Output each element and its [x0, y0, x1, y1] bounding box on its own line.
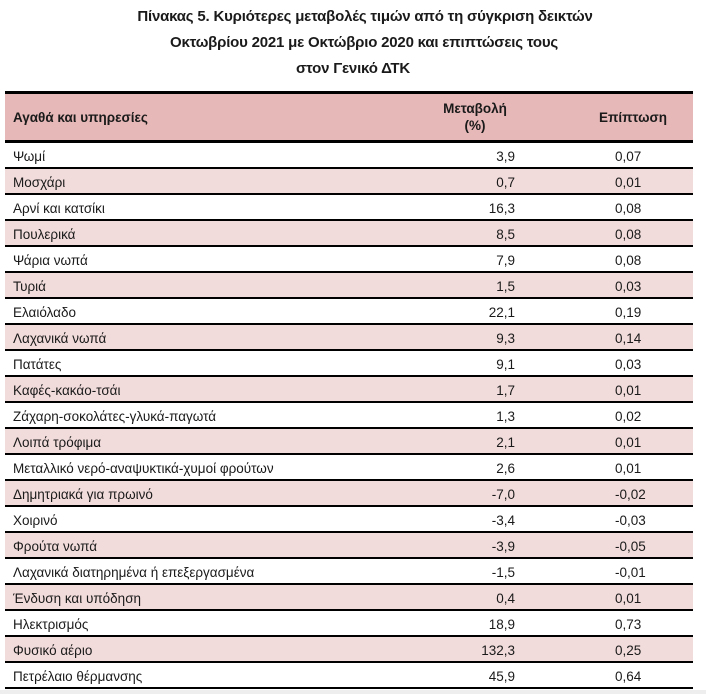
- table-row: [5, 142, 693, 168]
- row-impact: 0,08: [515, 194, 693, 220]
- table-row: [5, 194, 693, 220]
- table-row: [5, 532, 693, 558]
- row-change-percent: 18,9: [435, 610, 515, 636]
- row-change-percent: 0,7: [435, 168, 515, 194]
- row-change-percent: 45,9: [435, 662, 515, 688]
- table-row: [5, 220, 693, 246]
- row-item-name: Λαχανικά διατηρημένα ή επεξεργασμένα: [5, 558, 435, 584]
- row-item-name: Μεταλλικό νερό-αναψυκτικά-χυμοί φρούτων: [5, 454, 435, 480]
- row-change-percent: 3,9: [435, 142, 515, 168]
- row-item-name: Ελαιόλαδο: [5, 298, 435, 324]
- row-item-name: Χοιρινό: [5, 506, 435, 532]
- row-impact: 0,01: [515, 428, 693, 454]
- row-change-percent: 132,3: [435, 636, 515, 662]
- row-item-name: Τυριά: [5, 272, 435, 298]
- price-changes-table: [5, 91, 693, 689]
- row-impact: -0,03: [515, 506, 693, 532]
- row-item-name: Μοσχάρι: [5, 168, 435, 194]
- table-row: [5, 454, 693, 480]
- row-item-name: Αρνί και κατσίκι: [5, 194, 435, 220]
- table-row: [5, 376, 693, 402]
- row-impact: 0,19: [515, 298, 693, 324]
- row-impact: 0,03: [515, 272, 693, 298]
- row-change-percent: -7,0: [435, 480, 515, 506]
- row-impact: -0,01: [515, 558, 693, 584]
- table-header: [5, 93, 693, 142]
- table-row: [5, 662, 693, 688]
- row-item-name: Καφές-κακάο-τσάι: [5, 376, 435, 402]
- header-row: [5, 93, 693, 142]
- table-row: [5, 428, 693, 454]
- row-impact: 0,01: [515, 376, 693, 402]
- row-item-name: Πετρέλαιο θέρμανσης: [5, 662, 435, 688]
- header-change-unit: (%): [464, 118, 486, 133]
- header-change-label: Μεταβολή: [443, 101, 507, 116]
- table-row: [5, 584, 693, 610]
- row-impact: -0,02: [515, 480, 693, 506]
- row-change-percent: 7,9: [435, 246, 515, 272]
- table-row: [5, 298, 693, 324]
- table-row: [5, 168, 693, 194]
- row-item-name: Ψωμί: [5, 142, 435, 168]
- row-impact: 0,01: [515, 454, 693, 480]
- price-changes-table-container: [5, 91, 693, 689]
- header-change-percent: [435, 93, 515, 142]
- page-bottom-edge: [0, 690, 706, 694]
- row-impact: 0,25: [515, 636, 693, 662]
- table-row: [5, 480, 693, 506]
- row-change-percent: 1,5: [435, 272, 515, 298]
- row-change-percent: 8,5: [435, 220, 515, 246]
- row-item-name: Ηλεκτρισμός: [5, 610, 435, 636]
- header-goods-services: Αγαθά και υπηρεσίες: [5, 93, 435, 142]
- row-impact: 0,02: [515, 402, 693, 428]
- row-item-name: Πουλερικά: [5, 220, 435, 246]
- table-row: [5, 558, 693, 584]
- row-item-name: Λαχανικά νωπά: [5, 324, 435, 350]
- row-change-percent: 1,3: [435, 402, 515, 428]
- title-line-2: Οκτωβρίου 2021 με Οκτώβριο 2020 και επιπτώσεις τους: [169, 34, 558, 51]
- table-row: [5, 246, 693, 272]
- row-item-name: Φρούτα νωπά: [5, 532, 435, 558]
- row-change-percent: 9,3: [435, 324, 515, 350]
- table-row: [5, 610, 693, 636]
- row-item-name: Φυσικό αέριο: [5, 636, 435, 662]
- table-row: [5, 402, 693, 428]
- row-change-percent: 1,7: [435, 376, 515, 402]
- row-impact: 0,07: [515, 142, 693, 168]
- row-impact: 0,03: [515, 350, 693, 376]
- row-item-name: Δημητριακά για πρωινό: [5, 480, 435, 506]
- row-change-percent: -3,4: [435, 506, 515, 532]
- row-impact: 0,01: [515, 584, 693, 610]
- table-row: [5, 636, 693, 662]
- table-body: [5, 142, 693, 688]
- row-change-percent: 22,1: [435, 298, 515, 324]
- title-line-1: Πίνακας 5. Κυριότερες μεταβολές τιμών από τη σύγκριση δεικτών: [137, 8, 593, 25]
- row-impact: 0,01: [515, 168, 693, 194]
- row-impact: 0,14: [515, 324, 693, 350]
- table-row: [5, 350, 693, 376]
- row-impact: 0,73: [515, 610, 693, 636]
- row-change-percent: -3,9: [435, 532, 515, 558]
- table-title: [0, 4, 706, 82]
- row-item-name: Πατάτες: [5, 350, 435, 376]
- row-change-percent: 2,6: [435, 454, 515, 480]
- row-change-percent: 16,3: [435, 194, 515, 220]
- row-item-name: Ψάρια νωπά: [5, 246, 435, 272]
- row-impact: 0,08: [515, 220, 693, 246]
- row-item-name: Ζάχαρη-σοκολάτες-γλυκά-παγωτά: [5, 402, 435, 428]
- row-impact: -0,05: [515, 532, 693, 558]
- row-change-percent: 2,1: [435, 428, 515, 454]
- row-change-percent: 9,1: [435, 350, 515, 376]
- title-line-3: στον Γενικό ΔΤΚ: [295, 60, 411, 77]
- row-item-name: Λοιπά τρόφιμα: [5, 428, 435, 454]
- row-change-percent: 0,4: [435, 584, 515, 610]
- header-impact: Επίπτωση: [515, 93, 693, 142]
- row-impact: 0,64: [515, 662, 693, 688]
- table-row: [5, 272, 693, 298]
- table-row: [5, 324, 693, 350]
- row-change-percent: -1,5: [435, 558, 515, 584]
- row-impact: 0,08: [515, 246, 693, 272]
- table-row: [5, 506, 693, 532]
- row-item-name: Ένδυση και υπόδηση: [5, 584, 435, 610]
